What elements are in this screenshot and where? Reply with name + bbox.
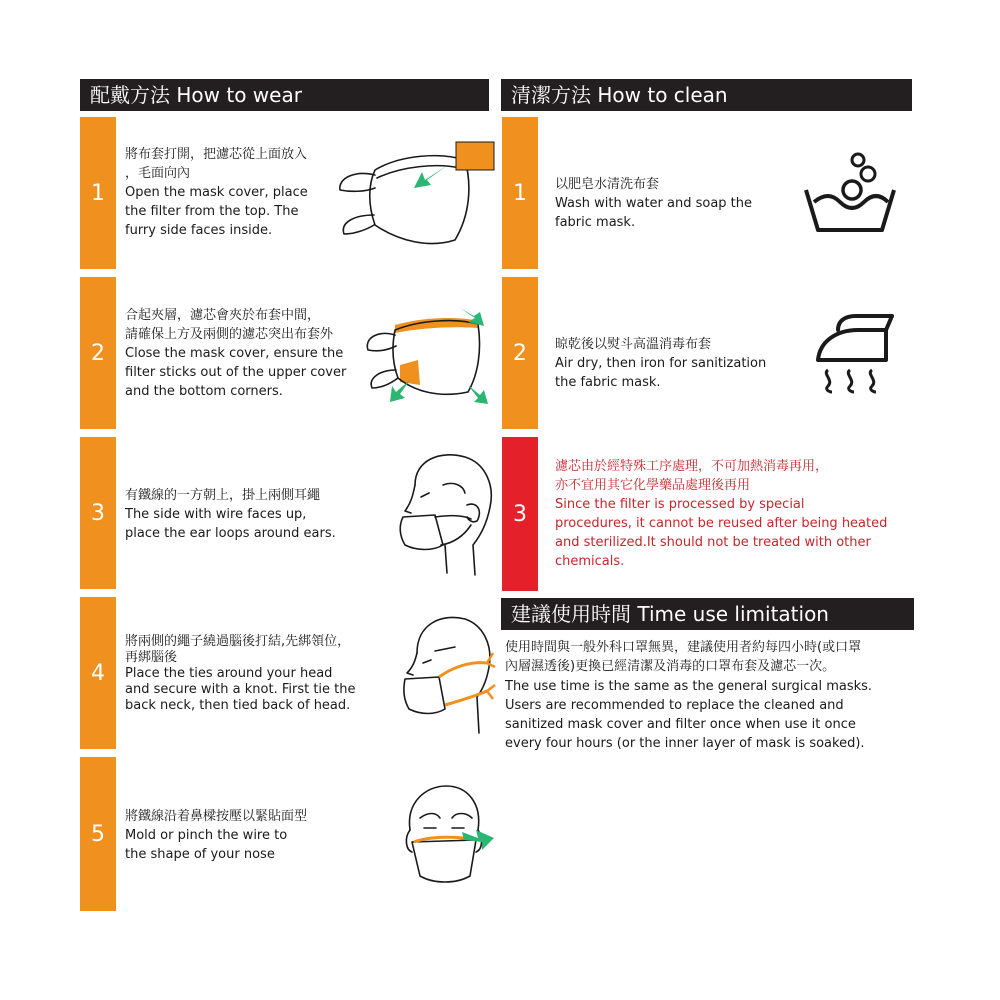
wash-icon — [800, 150, 900, 235]
wear-step-1-number: 1 — [80, 117, 116, 269]
mask-close-cover-illustration — [360, 300, 495, 405]
clean-step-3-number: 3 — [502, 437, 538, 591]
wear-step-4-number: 4 — [80, 597, 116, 749]
iron-icon — [810, 310, 900, 395]
clean-step-2-en: Air dry, then iron for sanitization the fabric mask. — [555, 356, 767, 390]
clean-step-1-zh: 以肥皂水清洗布套 — [555, 177, 660, 192]
mask-filter-insert-illustration — [330, 130, 500, 255]
wear-step-2-zh: 合起夾層，濾芯會夾於布套中間， 請確保上方及兩側的濾芯突出布套外 — [125, 308, 334, 342]
wear-step-5-number: 5 — [80, 757, 116, 911]
clean-step-1-number: 1 — [502, 117, 538, 269]
wear-step-1-en: Open the mask cover, place the filter from the top. The furry side faces inside. — [125, 185, 308, 238]
time-limit-header: 建議使用時間 Time use limitation — [501, 598, 914, 630]
wearing-ear-loops-illustration — [385, 445, 500, 580]
wear-step-3-en: The side with wire faces up, place the ear loops around ears. — [125, 507, 336, 541]
clean-step-3-en: Since the filter is processed by special procedures, it cannot be reused after being heated and sterilized.It should not be treated with other chemicals. — [555, 497, 888, 569]
wear-step-4-en: Place the ties around your head and secure with a knot. First tie the back neck, then tied back of head. — [125, 666, 356, 713]
clean-section-header: 清潔方法 How to clean — [501, 79, 912, 111]
wear-step-5-en: Mold or pinch the wire to the shape of your nose — [125, 828, 288, 862]
time-limit-zh: 使用時間與一般外科口罩無異，建議使用者約每四小時(或口罩 內層濕透後)更換已經清潔及消毒的口罩布套及濾芯一次。 — [505, 640, 862, 674]
tying-back-ties-illustration — [395, 605, 500, 740]
wear-step-3-zh: 有鐵線的一方朝上，掛上兩側耳繩 — [125, 488, 321, 503]
wear-step-3-number: 3 — [80, 437, 116, 589]
wear-step-2-number: 2 — [80, 277, 116, 429]
clean-step-1-en: Wash with water and soap the fabric mask. — [555, 196, 753, 230]
pinch-nose-wire-illustration — [390, 780, 500, 890]
wear-step-1-zh: 將布套打開，把濾芯從上面放入 ，毛面向內 — [125, 147, 308, 181]
time-limit-en: The use time is the same as the general surgical masks. Users are recommended to replace the cleaned and sanitized mask cover and filter once when use it once every four hours (or the inner layer of mask is soaked). — [505, 679, 873, 751]
clean-step-2-number: 2 — [502, 277, 538, 429]
clean-step-3-zh: 濾芯由於經特殊工序處理，不可加熱消毒再用， 亦不宜用其它化學藥品處理後再用 — [555, 459, 829, 493]
wear-section-header: 配戴方法 How to wear — [80, 79, 489, 111]
clean-step-2-zh: 晾乾後以熨斗高溫消毒布套 — [555, 337, 712, 352]
wear-step-4-zh: 將兩側的繩子繞過腦後打結,先綁領位， 再綁腦後 — [125, 634, 351, 665]
wear-step-5-zh: 將鐵線沿着鼻樑按壓以緊貼面型 — [125, 809, 308, 824]
wear-step-2-en: Close the mask cover, ensure the filter sticks out of the upper cover and the bottom corners. — [125, 346, 347, 399]
